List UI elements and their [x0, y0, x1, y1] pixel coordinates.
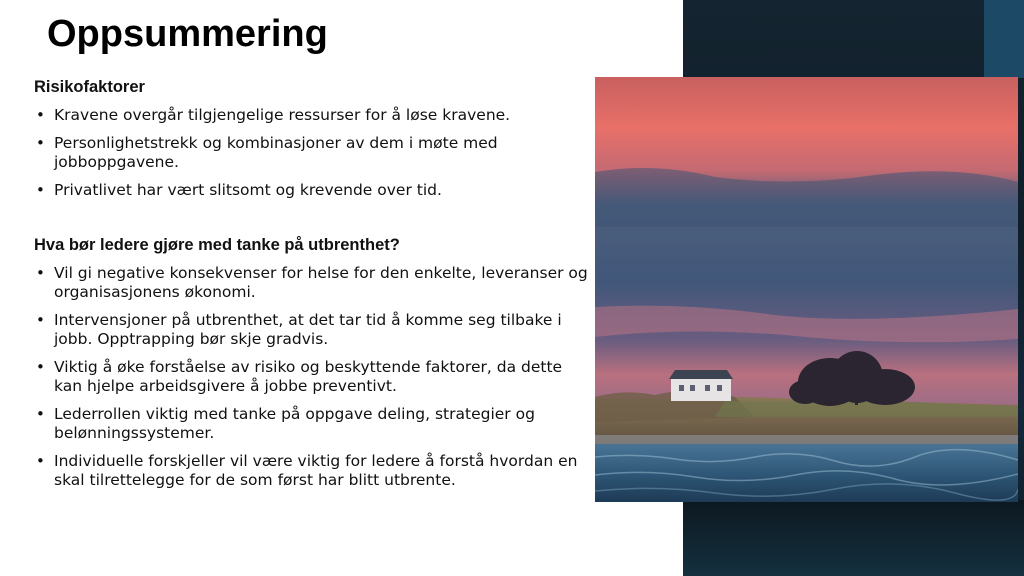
bullet-item: • Vil gi negative konsekvenser for helse for den enkelte, leveranser og organisasjonens økonomi.	[34, 264, 594, 302]
slide-title: Oppsummering	[47, 13, 328, 55]
bullet-item: • Privatlivet har vært slitsomt og krevende over tid.	[34, 181, 594, 200]
bullet-item: • Kravene overgår tilgjengelige ressurser for å løse kravene.	[34, 106, 594, 125]
section-heading-leaders: Hva bør ledere gjøre med tanke på utbrenthet?	[34, 235, 400, 254]
bullet-item: • Viktig å øke forståelse av risiko og beskyttende faktorer, da dette kan hjelpe arbeidsgivere å jobbe preventivt.	[34, 358, 594, 396]
bullet-item: • Individuelle forskjeller vil være viktig for ledere å forstå hvordan en skal tilrettelegge for de som først har blitt utbrente.	[34, 452, 594, 490]
bullet-item: • Personlighetstrekk og kombinasjoner av dem i møte med jobboppgavene.	[34, 134, 594, 172]
landscape-photo-svg	[595, 77, 1018, 502]
bullet-list-risk-factors	[34, 106, 594, 200]
bullet-item: • Intervensjoner på utbrenthet, at det tar tid å komme seg tilbake i jobb. Opptrapping bør skje gradvis.	[34, 311, 594, 349]
landscape-photo	[595, 77, 1018, 502]
bullet-item: • Lederrollen viktig med tanke på oppgave deling, strategier og belønningssystemer.	[34, 405, 594, 443]
decorative-bottom-block	[683, 500, 1024, 576]
bullet-list-leaders	[34, 264, 594, 490]
section-heading-risk-factors: Risikofaktorer	[34, 78, 145, 96]
decorative-accent-block	[984, 0, 1024, 78]
house-illustration	[669, 370, 733, 401]
slide-content	[34, 78, 594, 499]
